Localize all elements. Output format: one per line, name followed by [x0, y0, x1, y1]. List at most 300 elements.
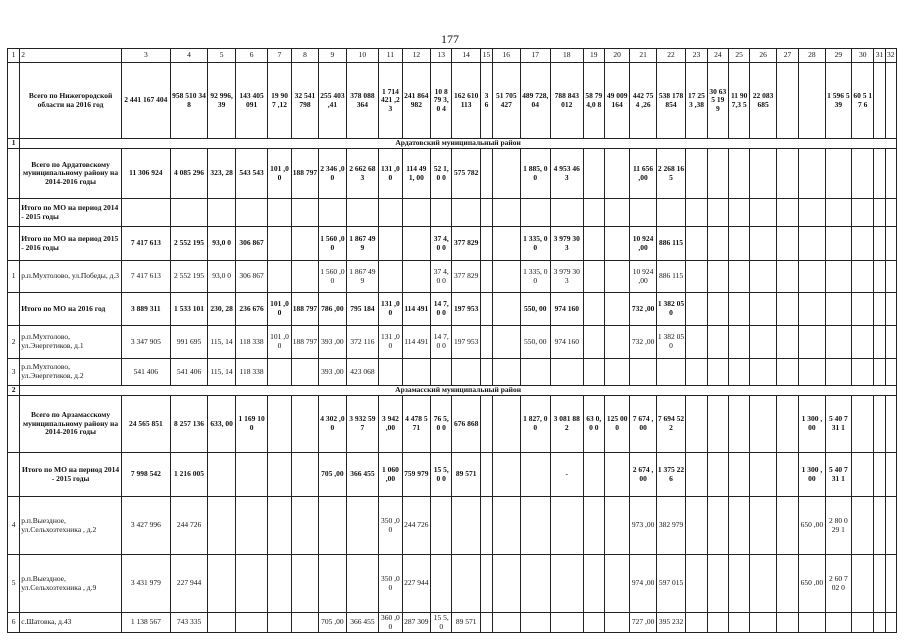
value-cell-col-31: [874, 396, 885, 453]
value-cell-col-29: [825, 613, 851, 633]
value-cell-col-13: [431, 555, 452, 613]
value-cell-col-16: [493, 227, 520, 261]
value-cell-col-23: [686, 293, 707, 326]
value-cell-col-6: 236 676: [235, 293, 268, 326]
row-number: [8, 453, 20, 497]
value-cell-col-15: [480, 293, 492, 326]
value-cell-col-32: [885, 293, 896, 326]
column-number-cell: 5: [208, 49, 235, 63]
value-cell-col-6: [235, 453, 268, 497]
column-number-cell: 16: [493, 49, 520, 63]
column-number-cell: 27: [776, 49, 798, 63]
row-number: 2: [8, 326, 20, 359]
value-cell-col-18: 4 953 463: [551, 149, 584, 199]
value-cell-col-32: [885, 453, 896, 497]
value-cell-col-13: 76 5,0 0: [431, 396, 452, 453]
value-cell-col-25: [729, 396, 750, 453]
value-cell-col-26: [750, 149, 776, 199]
value-cell-col-25: [729, 227, 750, 261]
value-cell-col-32: [885, 261, 896, 293]
value-cell-col-16: [493, 326, 520, 359]
value-cell-col-17: 1 885, 00: [520, 149, 551, 199]
value-cell-col-15: [480, 613, 492, 633]
value-cell-col-7: [268, 453, 291, 497]
column-number-cell: 14: [452, 49, 480, 63]
value-cell-col-19: [583, 199, 604, 227]
value-cell-col-5: 93,0 0: [208, 261, 235, 293]
section-row-sec2: [8, 386, 897, 396]
value-cell-col-3: 2 441 167 404: [121, 63, 170, 139]
value-cell-col-31: [874, 453, 885, 497]
value-cell-col-24: [707, 227, 728, 261]
value-cell-col-17: 1 335, 00: [520, 227, 551, 261]
table-row-row_arz_5: [8, 555, 897, 613]
value-cell-col-11: 131 ,00: [379, 326, 402, 359]
value-cell-col-12: 759 979: [402, 453, 430, 497]
value-cell-col-28: [799, 227, 825, 261]
value-cell-col-21: 7 674 ,00: [630, 396, 656, 453]
value-cell-col-23: [686, 396, 707, 453]
value-cell-col-30: [852, 555, 874, 613]
row-number: 1: [8, 261, 20, 293]
value-cell-col-26: [750, 555, 776, 613]
value-cell-col-17: [520, 497, 551, 555]
value-cell-col-11: [379, 261, 402, 293]
table-row-arz_total: [8, 396, 897, 453]
value-cell-col-18: 788 843 012: [551, 63, 584, 139]
value-cell-col-9: 1 560 ,00: [319, 227, 346, 261]
value-cell-col-31: [874, 497, 885, 555]
row-number: 5: [8, 555, 20, 613]
value-cell-col-26: [750, 227, 776, 261]
column-number-cell: 30: [852, 49, 874, 63]
value-cell-col-16: [493, 396, 520, 453]
value-cell-col-6: [235, 555, 268, 613]
value-cell-col-18: [551, 359, 584, 386]
value-cell-col-8: 32 541 798: [291, 63, 318, 139]
row-number: [8, 227, 20, 261]
row-number: [8, 149, 20, 199]
value-cell-col-3: 3 427 996: [121, 497, 170, 555]
value-cell-col-5: [208, 453, 235, 497]
value-cell-col-17: 489 728, 04: [520, 63, 551, 139]
value-cell-col-6: 543 543: [235, 149, 268, 199]
value-cell-col-10: 3 932 597: [346, 396, 379, 453]
value-cell-col-11: 350 ,00: [379, 497, 402, 555]
table-row-row_ard_3: [8, 359, 897, 386]
section-number: 1: [8, 139, 20, 149]
value-cell-col-6: 306 867: [235, 261, 268, 293]
value-cell-col-24: [707, 199, 728, 227]
value-cell-col-29: [825, 326, 851, 359]
table-row-mo_2014_2015_arz: [8, 453, 897, 497]
value-cell-col-8: [291, 555, 318, 613]
row-label: р.п.Мухтолово, ул.Энергетиков, д.2: [20, 359, 122, 386]
value-cell-col-29: [825, 199, 851, 227]
value-cell-col-12: 114 491: [402, 293, 430, 326]
column-number-cell: 6: [235, 49, 268, 63]
value-cell-col-3: 7 998 542: [121, 453, 170, 497]
value-cell-col-9: 393 ,00: [319, 359, 346, 386]
column-number-cell: 1: [8, 49, 20, 63]
value-cell-col-29: [825, 359, 851, 386]
value-cell-col-30: [852, 497, 874, 555]
value-cell-col-20: [604, 555, 629, 613]
value-cell-col-22: [656, 199, 685, 227]
value-cell-col-5: 323, 28: [208, 149, 235, 199]
value-cell-col-31: [874, 293, 885, 326]
value-cell-col-11: [379, 199, 402, 227]
value-cell-col-27: [776, 293, 798, 326]
value-cell-col-32: [885, 199, 896, 227]
value-cell-col-4: 958 510 348: [170, 63, 208, 139]
column-number-cell: 3: [121, 49, 170, 63]
value-cell-col-3: 24 565 851: [121, 396, 170, 453]
value-cell-col-14: 197 953: [452, 326, 480, 359]
value-cell-col-12: 114 491, 00: [402, 149, 430, 199]
value-cell-col-18: 974 160: [551, 293, 584, 326]
table-row-mo_2015_2016_ard: [8, 227, 897, 261]
value-cell-col-5: 633, 00: [208, 396, 235, 453]
value-cell-col-7: [268, 555, 291, 613]
value-cell-col-21: 727 ,00: [630, 613, 656, 633]
column-number-cell: 21: [630, 49, 656, 63]
value-cell-col-15: [480, 453, 492, 497]
value-cell-col-15: [480, 261, 492, 293]
value-cell-col-8: [291, 199, 318, 227]
value-cell-col-9: [319, 199, 346, 227]
value-cell-col-13: [431, 199, 452, 227]
value-cell-col-8: 188 797: [291, 326, 318, 359]
value-cell-col-20: [604, 359, 629, 386]
value-cell-col-18: 3 979 303: [551, 227, 584, 261]
value-cell-col-17: [520, 199, 551, 227]
value-cell-col-29: 5 40 7 31 1: [825, 396, 851, 453]
value-cell-col-16: [493, 149, 520, 199]
value-cell-col-21: 974 ,00: [630, 555, 656, 613]
value-cell-col-25: [729, 497, 750, 555]
value-cell-col-20: [604, 293, 629, 326]
budget-table: [7, 48, 897, 633]
value-cell-col-3: 3 347 905: [121, 326, 170, 359]
value-cell-col-18: 3 979 303: [551, 261, 584, 293]
value-cell-col-27: [776, 149, 798, 199]
value-cell-col-13: [431, 497, 452, 555]
value-cell-col-12: 244 726: [402, 497, 430, 555]
value-cell-col-16: [493, 199, 520, 227]
value-cell-col-13: [431, 359, 452, 386]
value-cell-col-21: 973 ,00: [630, 497, 656, 555]
value-cell-col-10: 1 867 499: [346, 227, 379, 261]
value-cell-col-26: [750, 359, 776, 386]
value-cell-col-11: 131 ,00: [379, 149, 402, 199]
value-cell-col-25: [729, 199, 750, 227]
column-number-cell: 31: [874, 49, 885, 63]
value-cell-col-5: [208, 497, 235, 555]
value-cell-col-28: [799, 293, 825, 326]
value-cell-col-18: [551, 613, 584, 633]
value-cell-col-26: [750, 199, 776, 227]
value-cell-col-26: [750, 293, 776, 326]
value-cell-col-25: 11 90 7,3 5: [729, 63, 750, 139]
value-cell-col-16: 51 705 427: [493, 63, 520, 139]
value-cell-col-26: [750, 396, 776, 453]
value-cell-col-10: 795 184: [346, 293, 379, 326]
value-cell-col-10: 372 116: [346, 326, 379, 359]
value-cell-col-9: 393 ,00: [319, 326, 346, 359]
value-cell-col-4: 743 335: [170, 613, 208, 633]
value-cell-col-14: [452, 199, 480, 227]
value-cell-col-32: [885, 326, 896, 359]
value-cell-col-32: [885, 497, 896, 555]
value-cell-col-21: 732 ,00: [630, 326, 656, 359]
column-number-cell: 29: [825, 49, 851, 63]
value-cell-col-11: 350 ,00: [379, 555, 402, 613]
column-number-cell: 19: [583, 49, 604, 63]
value-cell-col-14: 575 782: [452, 149, 480, 199]
column-number-cell: 18: [551, 49, 584, 63]
value-cell-col-9: [319, 497, 346, 555]
value-cell-col-27: [776, 555, 798, 613]
value-cell-col-24: [707, 326, 728, 359]
value-cell-col-10: 366 455: [346, 453, 379, 497]
value-cell-col-7: [268, 359, 291, 386]
column-number-cell: 28: [799, 49, 825, 63]
value-cell-col-26: [750, 453, 776, 497]
column-number-cell: 22: [656, 49, 685, 63]
value-cell-col-27: [776, 326, 798, 359]
value-cell-col-16: [493, 293, 520, 326]
value-cell-col-16: [493, 359, 520, 386]
value-cell-col-4: 227 944: [170, 555, 208, 613]
value-cell-col-20: [604, 227, 629, 261]
table-row-total_row: [8, 63, 897, 139]
value-cell-col-20: [604, 453, 629, 497]
value-cell-col-23: [686, 199, 707, 227]
column-number-cell: 13: [431, 49, 452, 63]
value-cell-col-22: [656, 359, 685, 386]
value-cell-col-26: 22 083 685: [750, 63, 776, 139]
value-cell-col-30: [852, 613, 874, 633]
row-label: р.п.Мухтолово, ул.Энергетиков, д.1: [20, 326, 122, 359]
table-row-row_arz_4: [8, 497, 897, 555]
value-cell-col-6: [235, 199, 268, 227]
value-cell-col-31: [874, 149, 885, 199]
value-cell-col-14: [452, 555, 480, 613]
value-cell-col-12: 4 478 571: [402, 396, 430, 453]
value-cell-col-14: 89 571: [452, 613, 480, 633]
table-row-mo_2016_ard: [8, 293, 897, 326]
value-cell-col-8: [291, 261, 318, 293]
value-cell-col-4: 1 216 005: [170, 453, 208, 497]
value-cell-col-10: [346, 497, 379, 555]
value-cell-col-17: 1 827, 00: [520, 396, 551, 453]
value-cell-col-23: [686, 453, 707, 497]
value-cell-col-5: 230, 28: [208, 293, 235, 326]
value-cell-col-5: [208, 613, 235, 633]
value-cell-col-23: [686, 261, 707, 293]
value-cell-col-8: [291, 396, 318, 453]
row-number: [8, 293, 20, 326]
value-cell-col-22: 2 268 165: [656, 149, 685, 199]
value-cell-col-14: 377 829: [452, 227, 480, 261]
value-cell-col-19: [583, 497, 604, 555]
value-cell-col-20: 125 000: [604, 396, 629, 453]
column-number-cell: 23: [686, 49, 707, 63]
value-cell-col-11: [379, 359, 402, 386]
value-cell-col-23: [686, 613, 707, 633]
value-cell-col-14: [452, 497, 480, 555]
value-cell-col-29: 2 80 0 29 1: [825, 497, 851, 555]
value-cell-col-15: [480, 555, 492, 613]
value-cell-col-22: 7 694 522: [656, 396, 685, 453]
value-cell-col-17: 1 335, 00: [520, 261, 551, 293]
value-cell-col-11: [379, 227, 402, 261]
value-cell-col-10: 2 662 683: [346, 149, 379, 199]
value-cell-col-12: [402, 199, 430, 227]
value-cell-col-5: 93,0 0: [208, 227, 235, 261]
value-cell-col-7: 101 ,00: [268, 326, 291, 359]
value-cell-col-3: 7 417 613: [121, 261, 170, 293]
value-cell-col-12: 227 944: [402, 555, 430, 613]
value-cell-col-29: 5 40 7 31 1: [825, 453, 851, 497]
value-cell-col-25: [729, 555, 750, 613]
value-cell-col-15: [480, 199, 492, 227]
row-label: Всего по Арзамасскому муниципальному району на 2014-2016 годы: [20, 396, 122, 453]
value-cell-col-25: [729, 453, 750, 497]
value-cell-col-19: [583, 261, 604, 293]
value-cell-col-28: [799, 326, 825, 359]
value-cell-col-24: [707, 149, 728, 199]
row-label: Итого по МО на период 2015 - 2016 годы: [20, 227, 122, 261]
row-label: Всего по Ардатовскому муниципальному району на 2014-2016 годы: [20, 149, 122, 199]
value-cell-col-26: [750, 613, 776, 633]
value-cell-col-17: [520, 555, 551, 613]
value-cell-col-8: [291, 453, 318, 497]
value-cell-col-19: [583, 149, 604, 199]
value-cell-col-19: [583, 453, 604, 497]
value-cell-col-16: [493, 497, 520, 555]
value-cell-col-30: [852, 396, 874, 453]
row-label: Итого по МО на 2016 год: [20, 293, 122, 326]
value-cell-col-20: [604, 326, 629, 359]
value-cell-col-22: 886 115: [656, 227, 685, 261]
section-row-sec1: [8, 139, 897, 149]
column-number-cell: 11: [379, 49, 402, 63]
value-cell-col-8: [291, 613, 318, 633]
row-number: 3: [8, 359, 20, 386]
value-cell-col-9: 255 403 ,41: [319, 63, 346, 139]
value-cell-col-15: 3 6: [480, 63, 492, 139]
value-cell-col-24: [707, 555, 728, 613]
value-cell-col-19: [583, 293, 604, 326]
value-cell-col-28: 650 ,00: [799, 497, 825, 555]
value-cell-col-20: [604, 261, 629, 293]
value-cell-col-7: [268, 613, 291, 633]
value-cell-col-3: 11 306 924: [121, 149, 170, 199]
value-cell-col-13: 14 7,0 0: [431, 293, 452, 326]
value-cell-col-23: [686, 497, 707, 555]
value-cell-col-19: [583, 227, 604, 261]
value-cell-col-6: 1 169 100: [235, 396, 268, 453]
value-cell-col-30: [852, 326, 874, 359]
value-cell-col-30: [852, 359, 874, 386]
value-cell-col-24: [707, 261, 728, 293]
row-label: Всего по Нижегородской области на 2016 год: [20, 63, 122, 139]
value-cell-col-21: [630, 199, 656, 227]
column-number-cell: 12: [402, 49, 430, 63]
value-cell-col-28: 650 ,00: [799, 555, 825, 613]
column-number-row: [8, 49, 897, 63]
value-cell-col-4: 991 695: [170, 326, 208, 359]
value-cell-col-31: [874, 261, 885, 293]
value-cell-col-26: [750, 261, 776, 293]
value-cell-col-28: [799, 63, 825, 139]
value-cell-col-14: 377 829: [452, 261, 480, 293]
value-cell-col-29: 2 60 7 02 0: [825, 555, 851, 613]
value-cell-col-15: [480, 326, 492, 359]
value-cell-col-9: 705 ,00: [319, 453, 346, 497]
value-cell-col-27: [776, 497, 798, 555]
value-cell-col-15: [480, 396, 492, 453]
value-cell-col-18: -: [551, 453, 584, 497]
value-cell-col-29: 1 596 539: [825, 63, 851, 139]
value-cell-col-19: 58 79 4,0 8: [583, 63, 604, 139]
value-cell-col-20: [604, 199, 629, 227]
row-number: [8, 199, 20, 227]
value-cell-col-30: [852, 261, 874, 293]
value-cell-col-14: 197 953: [452, 293, 480, 326]
value-cell-col-6: 306 867: [235, 227, 268, 261]
value-cell-col-27: [776, 453, 798, 497]
value-cell-col-32: [885, 227, 896, 261]
value-cell-col-9: 705 ,00: [319, 613, 346, 633]
value-cell-col-18: 974 160: [551, 326, 584, 359]
value-cell-col-20: [604, 613, 629, 633]
value-cell-col-15: [480, 497, 492, 555]
value-cell-col-21: 10 924 ,00: [630, 261, 656, 293]
value-cell-col-22: 1 382 050: [656, 326, 685, 359]
value-cell-col-30: [852, 149, 874, 199]
value-cell-col-25: [729, 359, 750, 386]
value-cell-col-27: [776, 199, 798, 227]
value-cell-col-29: [825, 293, 851, 326]
value-cell-col-28: [799, 613, 825, 633]
value-cell-col-11: 131 ,00: [379, 293, 402, 326]
value-cell-col-13: 15 5,0: [431, 613, 452, 633]
value-cell-col-22: 1 375 226: [656, 453, 685, 497]
table-row-row_arz_6: [8, 613, 897, 633]
value-cell-col-7: [268, 199, 291, 227]
value-cell-col-24: [707, 396, 728, 453]
value-cell-col-11: 360 ,00: [379, 613, 402, 633]
value-cell-col-3: 1 138 567: [121, 613, 170, 633]
value-cell-col-9: 2 346 ,00: [319, 149, 346, 199]
value-cell-col-32: [885, 396, 896, 453]
column-number-cell: 24: [707, 49, 728, 63]
value-cell-col-19: [583, 613, 604, 633]
value-cell-col-27: [776, 396, 798, 453]
section-title: Ардатовский муниципальный район: [20, 139, 897, 149]
value-cell-col-30: [852, 199, 874, 227]
value-cell-col-5: 115, 14: [208, 326, 235, 359]
value-cell-col-27: [776, 63, 798, 139]
value-cell-col-9: 786 ,00: [319, 293, 346, 326]
value-cell-col-4: 541 406: [170, 359, 208, 386]
value-cell-col-23: [686, 359, 707, 386]
table-row-row_ard_1: [8, 261, 897, 293]
value-cell-col-22: 395 232: [656, 613, 685, 633]
